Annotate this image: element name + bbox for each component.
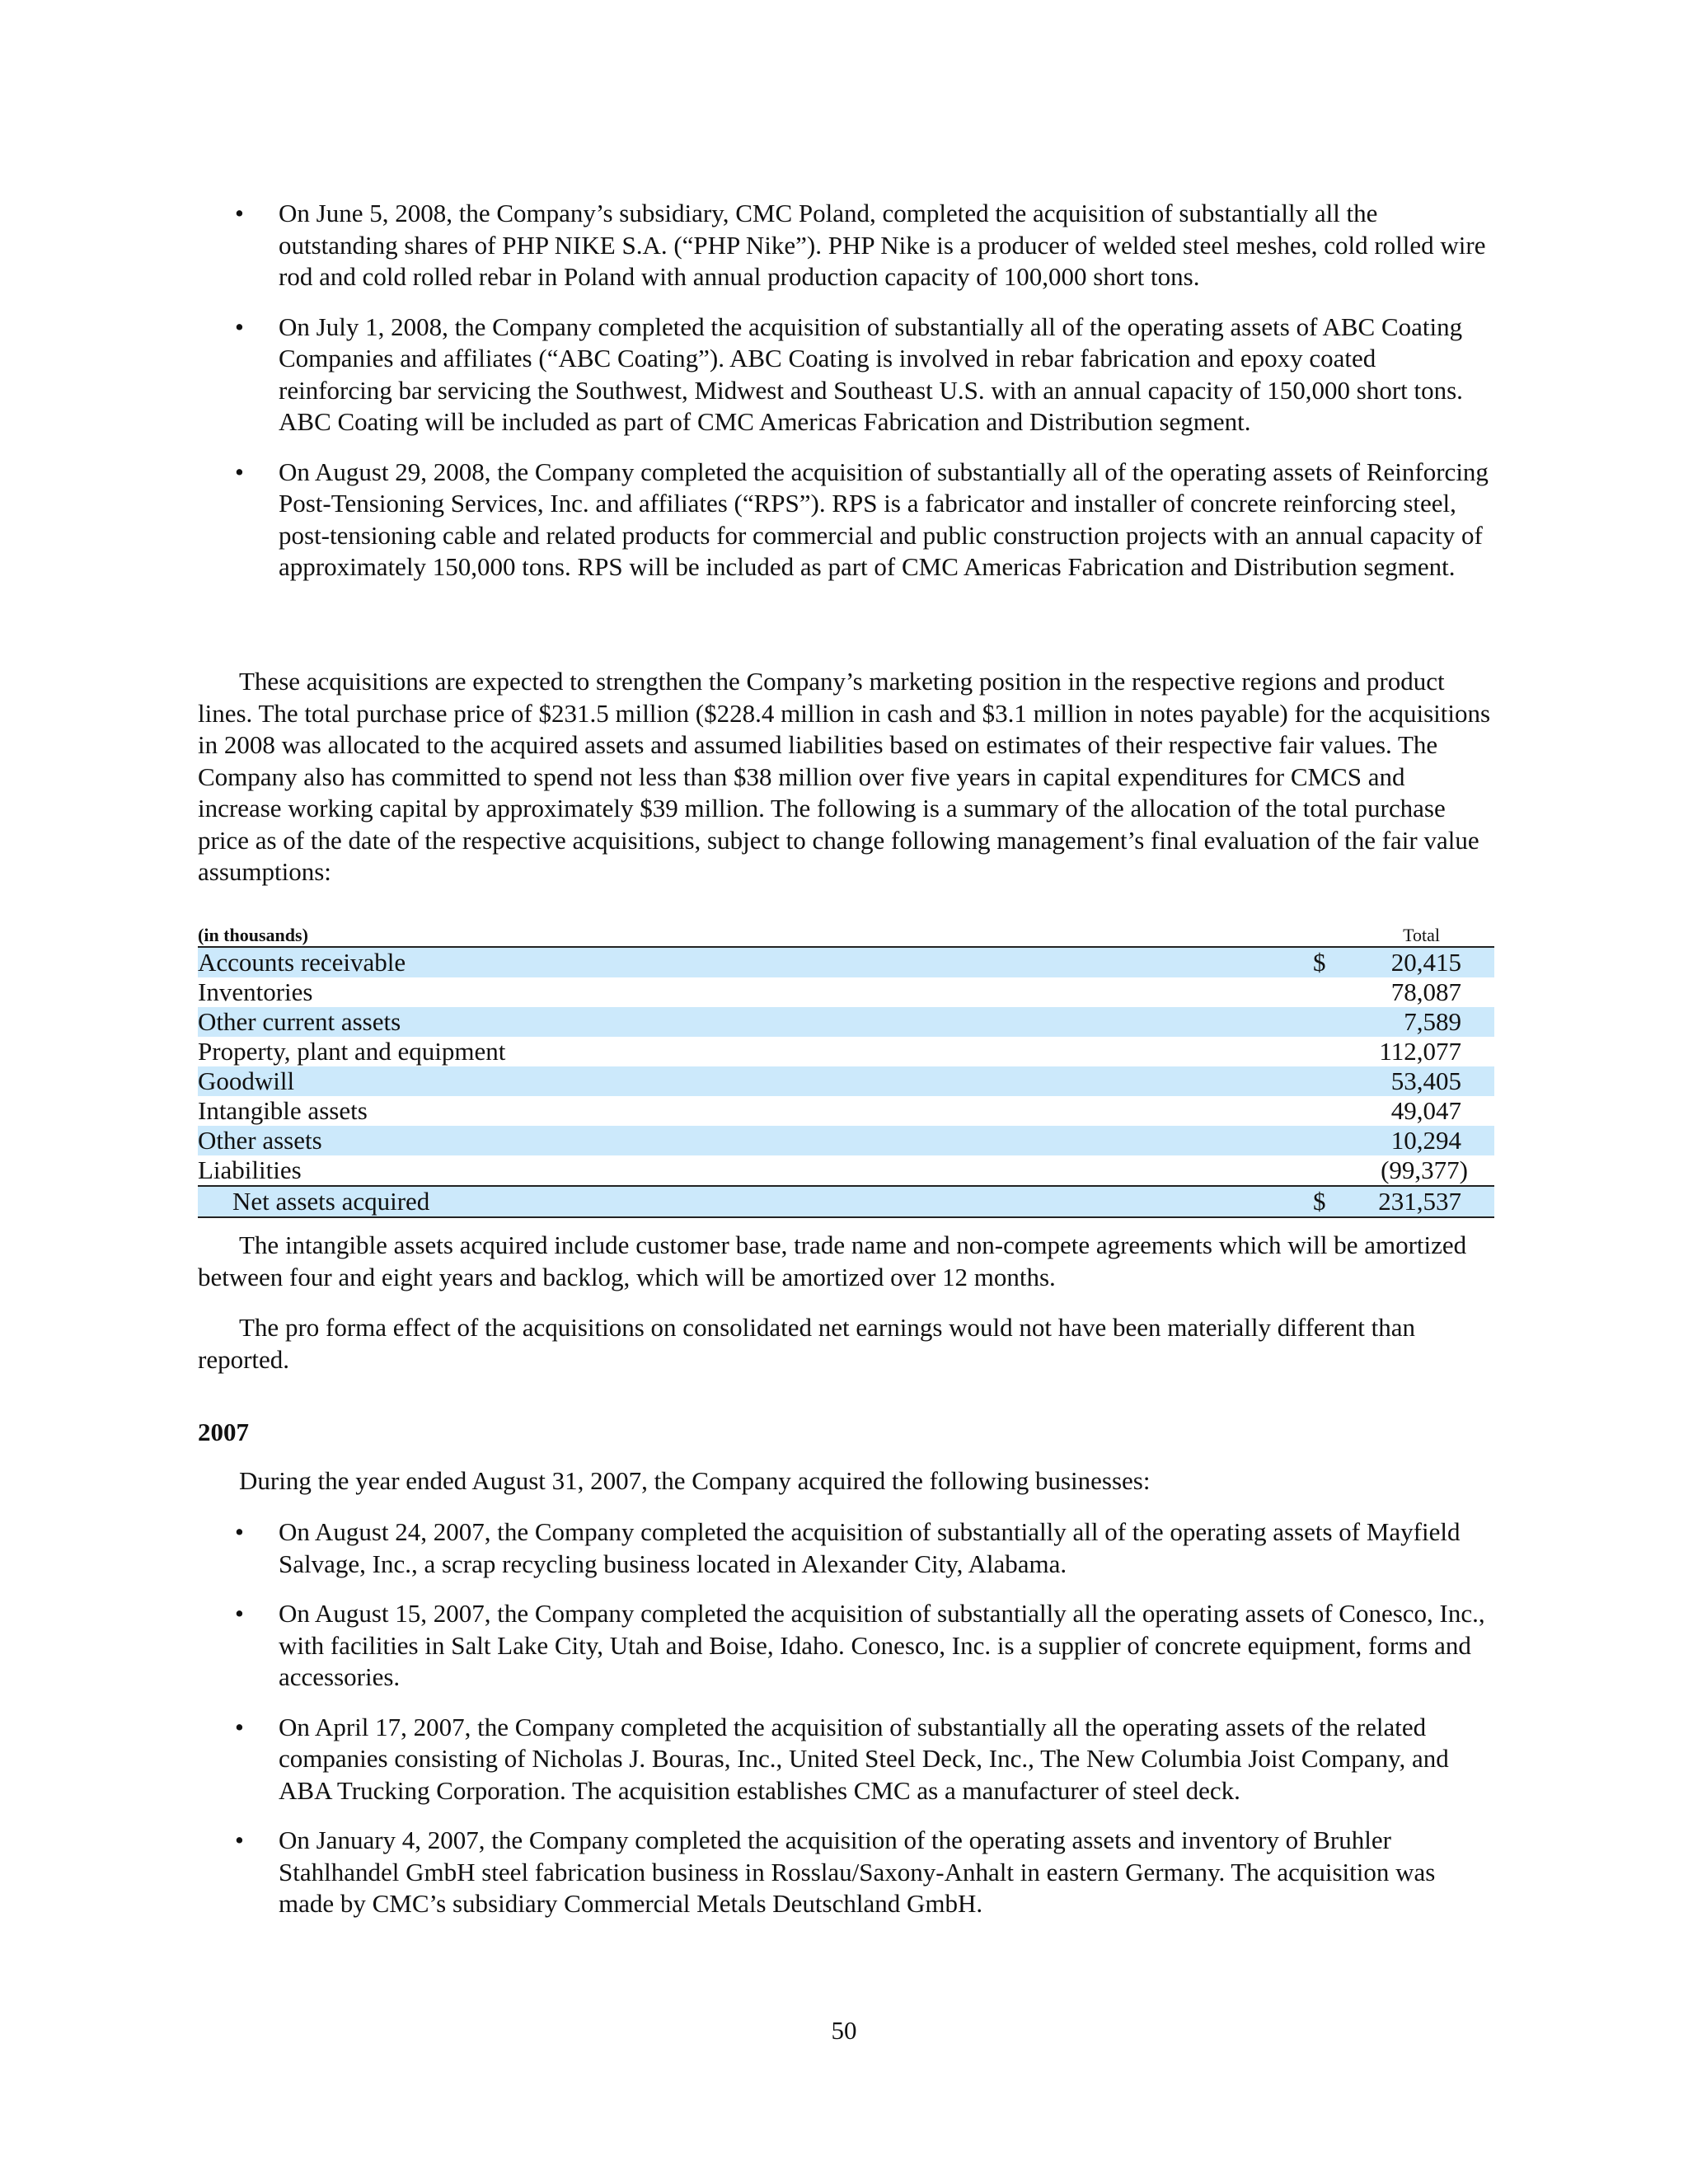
table-row xyxy=(198,1096,1494,1126)
summary-paragraph: These acquisitions are expected to strengthen the Company’s marketing position in the respective regions and product lines. The total purchase price of $231.5 million ($228.4 million in cash and $3.1 million in notes payable) for the acquisitions in 2008 was allocated to the acquired assets and assumed liabilities based on estimates of their respective fair values. The Company also has committed to spend not less than $38 million over five years in capital expenditures for CMCS and increase working capital by approximately $39 million. The following is a summary of the allocation of the total purchase price as of the date of the respective acquisitions, subject to change following management’s final evaluation of the fair value assumptions: xyxy=(198,667,1491,886)
intro-2007-paragraph: During the year ended August 31, 2007, the Company acquired the following businesses: xyxy=(239,1466,1151,1495)
table-header-total: Total xyxy=(1403,925,1440,945)
bullet-icon: • xyxy=(235,1712,244,1741)
purchase-allocation-table xyxy=(198,921,1494,1218)
intangibles-paragraph: The intangible assets acquired include customer base, trade name and non-compete agreements which will be amortized between four and eight years and backlog, which will be amortized over 12 months. xyxy=(198,1230,1467,1291)
table-row xyxy=(198,1126,1494,1155)
table-row xyxy=(198,947,1494,977)
list-item xyxy=(198,312,1492,438)
bullet-text: On August 15, 2007, the Company completed the acquisition of substantially all the operating assets of Conesco, Inc., with facilities in Salt Lake City, Utah and Boise, Idaho. Conesco, Inc. is a supplier of concrete equipment, forms and accessories. xyxy=(279,1599,1485,1691)
row-value: 78,087 xyxy=(1390,977,1461,1006)
row-label: Other current assets xyxy=(198,1007,1014,1037)
page-number: 50 xyxy=(831,2016,857,2045)
row-value: 53,405 xyxy=(1390,1066,1461,1095)
bullet-list-2007 xyxy=(198,1516,1492,1920)
list-item xyxy=(198,1712,1492,1807)
table-header-label: (in thousands) xyxy=(198,925,308,945)
bullet-icon: • xyxy=(235,1599,244,1628)
table-row xyxy=(198,1037,1494,1066)
proforma-paragraph: The pro forma effect of the acquisitions on consolidated net earnings would not have been materially different than reported. xyxy=(198,1313,1415,1374)
total-value: 231,537 xyxy=(1378,1187,1461,1216)
bullet-icon: • xyxy=(235,1517,244,1546)
table-row xyxy=(198,1155,1494,1186)
table-row xyxy=(198,1007,1494,1037)
row-label: Goodwill xyxy=(198,1066,1014,1096)
currency-symbol: $ xyxy=(1313,1187,1326,1216)
list-item xyxy=(198,457,1492,583)
bullet-icon: • xyxy=(235,312,244,341)
bullet-text: On June 5, 2008, the Company’s subsidiary, CMC Poland, completed the acquisition of substantially all the outstanding shares of PHP NIKE S.A. (“PHP Nike”). PHP Nike is a producer of welded steel meshes, cold rolled wire rod and cold rolled rebar in Poland with annual production capacity of 100,000 short tons. xyxy=(279,199,1486,291)
row-value: 10,294 xyxy=(1390,1126,1461,1155)
bullet-icon: • xyxy=(235,199,244,227)
bullet-text: On January 4, 2007, the Company completed the acquisition of the operating assets and inventory of Bruhler Stahlhandel GmbH steel fabrication business in Rosslau/Saxony-Anhalt in eastern Germany. The acquisition was made by CMC’s subsidiary Commercial Metals Deutschland GmbH. xyxy=(279,1825,1436,1918)
total-label: Net assets acquired xyxy=(198,1186,1014,1217)
bullet-icon: • xyxy=(235,457,244,486)
list-item xyxy=(198,1516,1492,1580)
bullet-text: On August 24, 2007, the Company completed the acquisition of substantially all of the operating assets of Mayfield Salvage, Inc., a scrap recycling business located in Alexander City, Alabama. xyxy=(279,1517,1461,1578)
table-row xyxy=(198,977,1494,1007)
row-label: Property, plant and equipment xyxy=(198,1037,506,1066)
list-item xyxy=(198,1825,1492,1920)
table-total-row xyxy=(198,1186,1494,1217)
currency-symbol: $ xyxy=(1313,948,1326,977)
row-label: Inventories xyxy=(198,977,313,1006)
bullet-text: On July 1, 2008, the Company completed the acquisition of substantially all of the operating assets of ABC Coating Companies and affiliates (“ABC Coating”). ABC Coating is involved in rebar fabrication and epoxy coated reinforcing bar servicing the Southwest, Midwest and Southeast U.S. with an annual capacity of 150,000 short tons. ABC Coating will be included as part of CMC Americas Fabrication and Distribution segment. xyxy=(279,312,1463,436)
row-label: Intangible assets xyxy=(198,1096,368,1125)
row-label: Liabilities xyxy=(198,1155,302,1184)
section-heading-2007: 2007 xyxy=(198,1418,249,1446)
row-value: 49,047 xyxy=(1390,1096,1461,1125)
row-value: 7,589 xyxy=(1404,1007,1461,1036)
row-label: Other assets xyxy=(198,1126,1014,1155)
row-value: 20,415 xyxy=(1390,948,1461,977)
row-value: 112,077 xyxy=(1379,1037,1461,1066)
bullet-icon: • xyxy=(235,1825,244,1854)
bullet-text: On April 17, 2007, the Company completed the acquisition of substantially all the operating assets of the related companies consisting of Nicholas J. Bouras, Inc., United Steel Deck, Inc., The New Columbia Joist Company, and ABA Trucking Corporation. The acquisition establishes CMC as a manufacturer of steel deck. xyxy=(279,1712,1449,1805)
row-value: (99,377) xyxy=(1381,1155,1468,1184)
list-item xyxy=(198,198,1492,293)
list-item xyxy=(198,1598,1492,1694)
bullet-list-2008 xyxy=(198,198,1492,583)
table-row xyxy=(198,1066,1494,1096)
row-label: Accounts receivable xyxy=(198,947,1014,977)
bullet-text: On August 29, 2008, the Company completed the acquisition of substantially all of the operating assets of Reinforcing Post-Tensioning Services, Inc. and affiliates (“RPS”). RPS is a fabricator and installer of concrete reinforcing steel, post-tensioning cable and related products for commercial and public construction projects with an annual capacity of approximately 150,000 tons. RPS will be included as part of CMC Americas Fabrication and Distribution segment. xyxy=(279,457,1489,581)
